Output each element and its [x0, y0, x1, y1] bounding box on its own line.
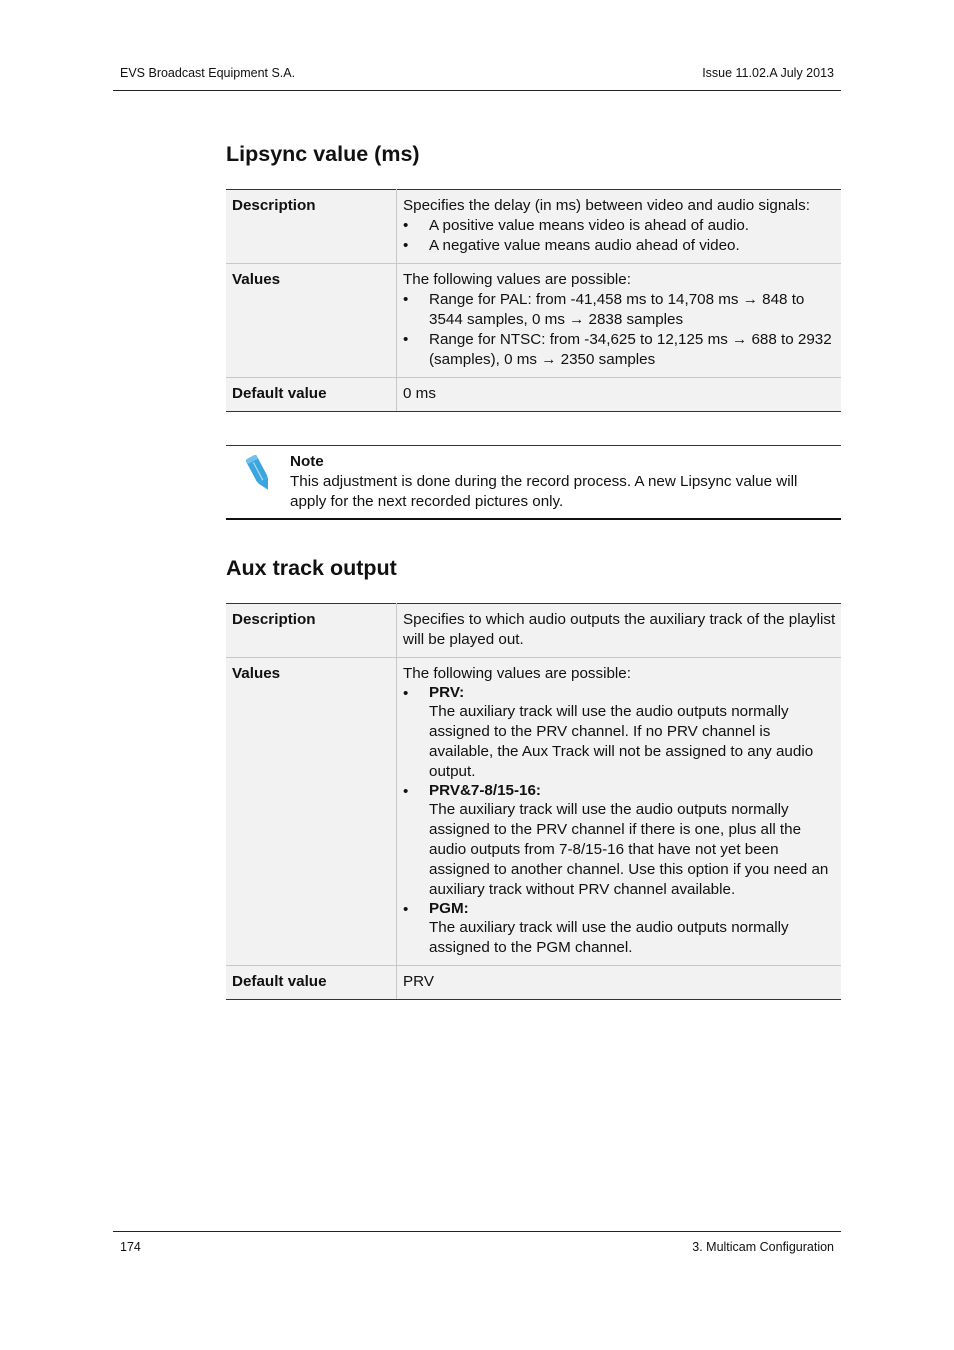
row-label: Description	[226, 604, 397, 658]
options-list	[403, 684, 837, 958]
note-text: This adjustment is done during the record process. A new Lipsync value will apply for the next recorded pictures only.	[290, 473, 798, 510]
table-row	[226, 604, 841, 658]
description-intro: Specifies the delay (in ms) between video and audio signals:	[403, 197, 810, 214]
option-text: The auxiliary track will use the audio outputs normally assigned to the PGM channel.	[429, 919, 789, 956]
company-name: EVS Broadcast Equipment S.A.	[120, 66, 296, 80]
option-text: The auxiliary track will use the audio outputs normally assigned to the PRV channel if there is one, plus all the audio outputs from 7-8/15-16 that have not yet been assigned to another channel. Use this option if you need an auxiliary track without PRV channel available.	[429, 801, 829, 898]
table-row	[226, 190, 841, 264]
row-label: Default value	[226, 378, 397, 412]
description-list	[403, 216, 837, 256]
row-value	[397, 658, 842, 966]
values-intro: The following values are possible:	[403, 271, 631, 288]
table-row	[226, 378, 841, 412]
lipsync-parameter-table	[226, 189, 841, 412]
table-row	[226, 966, 841, 1000]
row-label: Default value	[226, 966, 397, 1000]
row-value: PRV	[397, 966, 842, 1000]
table-row	[226, 264, 841, 378]
row-value	[397, 190, 842, 264]
list-item	[403, 900, 837, 958]
list-item: • Range for PAL: from -41,458 ms to 14,708 ms → 848 to 3544 samples, 0 ms → 2838 samples	[403, 290, 837, 330]
chapter-title: 3. Multicam Configuration	[692, 1240, 834, 1254]
values-intro: The following values are possible:	[403, 665, 631, 682]
values-list	[403, 290, 837, 370]
aux-section-title: Aux track output	[226, 556, 397, 580]
list-item: • A positive value means video is ahead of audio.	[403, 216, 837, 236]
row-value: Specifies to which audio outputs the auxiliary track of the playlist will be played out.	[397, 604, 842, 658]
row-label: Values	[226, 658, 397, 966]
note-title: Note	[290, 453, 324, 470]
aux-parameter-table	[226, 603, 841, 1000]
row-value	[397, 264, 842, 378]
list-item: • Range for NTSC: from -34,625 to 12,125 ms → 688 to 2932 (samples), 0 ms → 2350 samples	[403, 330, 837, 370]
lipsync-section-title: Lipsync value (ms)	[226, 142, 420, 166]
option-name: • PGM:	[429, 900, 469, 917]
issue-info: Issue 11.02.A July 2013	[702, 66, 834, 80]
page-number: 174	[120, 1240, 141, 1254]
row-value: 0 ms	[397, 378, 842, 412]
page-header	[113, 60, 841, 91]
option-name: • PRV&7-8/15-16:	[429, 782, 541, 799]
option-text: The auxiliary track will use the audio outputs normally assigned to the PRV channel. If no PRV channel is available, the Aux Track will not be assigned to any audio output.	[429, 703, 814, 780]
list-item	[403, 782, 837, 900]
option-name: • PRV:	[429, 684, 465, 701]
list-item	[403, 684, 837, 782]
row-label: Values	[226, 264, 397, 378]
table-row	[226, 658, 841, 966]
page-footer	[113, 1231, 841, 1262]
row-label: Description	[226, 190, 397, 264]
list-item: • A negative value means audio ahead of video.	[403, 236, 837, 256]
pencil-icon	[242, 452, 276, 494]
note-box	[226, 445, 841, 520]
